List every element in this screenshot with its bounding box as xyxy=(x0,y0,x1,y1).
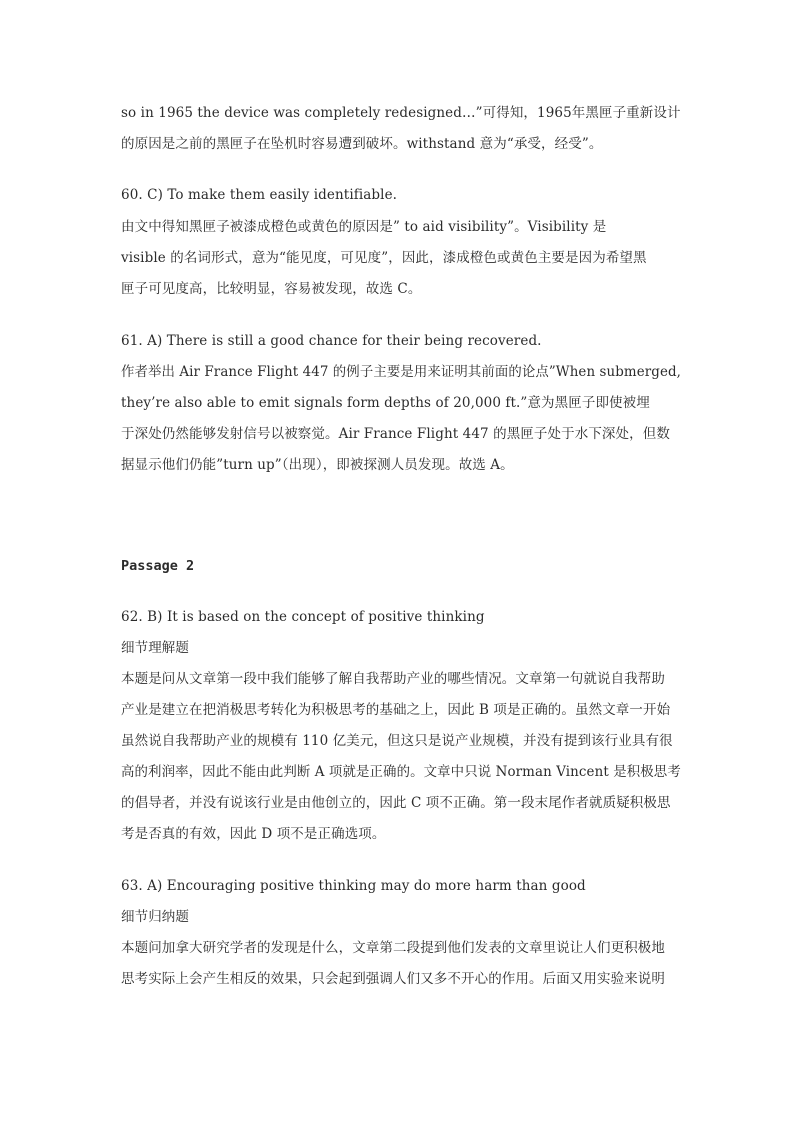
paragraph-line: 产业是建立在把消极思考转化为积极思考的基础之上，因此 B 项是正确的。虽然文章一开始 xyxy=(121,702,671,718)
paragraph-line: 思考实际上会产生相反的效果，只会起到强调人们又多不开心的作用。后面又用实验来说明 xyxy=(121,971,665,987)
question-type-label: 细节归纳题 xyxy=(121,909,189,925)
answer-63: 63. A) Encouraging positive thinking may do more harm than good xyxy=(121,878,586,894)
paragraph-line: 虽然说自我帮助产业的规模有 110 亿美元，但这只是说产业规模，并没有提到该行业具有很 xyxy=(121,733,673,749)
paragraph-line: 由文中得知黑匣子被漆成橙色或黄色的原因是” to aid visibility”。Visibility 是 xyxy=(121,219,607,235)
answer-62: 62. B) It is based on the concept of positive thinking xyxy=(121,609,485,625)
answer-60: 60. C) To make them easily identifiable. xyxy=(121,187,398,203)
paragraph-line: 匣子可见度高，比较明显，容易被发现，故选 C。 xyxy=(121,281,422,297)
paragraph-line: 本题是问从文章第一段中我们能够了解自我帮助产业的哪些情况。文章第一句就说自我帮助 xyxy=(121,671,665,687)
paragraph-line: 本题问加拿大研究学者的发现是什么，文章第二段提到他们发表的文章里说让人们更积极地 xyxy=(121,940,665,956)
question-type-label: 细节理解题 xyxy=(121,640,189,656)
paragraph-line: so in 1965 the device was completely redesigned…”可得知，1965年黑匣子重新设计 xyxy=(121,105,681,121)
paragraph-line: 高的利润率，因此不能由此判断 A 项就是正确的。文章中只说 Norman Vincent 是积极思考 xyxy=(121,764,681,780)
paragraph-line: 的倡导者，并没有说该行业是由他创立的，因此 C 项不正确。第一段末尾作者就质疑积极思 xyxy=(121,795,671,811)
paragraph-line: 作者举出 Air France Flight 447 的例子主要是用来证明其前面的论点”When submerged, xyxy=(121,364,682,380)
passage-heading: Passage 2 xyxy=(121,558,195,574)
paragraph-line: 据显示他们仍能”turn up”（出现），即被探测人员发现。故选 A。 xyxy=(121,457,514,473)
paragraph-line: 考是否真的有效，因此 D 项不是正确选项。 xyxy=(121,826,386,842)
paragraph-line: visible 的名词形式，意为“能见度，可见度”，因此，漆成橙色或黄色主要是因为希望黑 xyxy=(121,250,647,266)
paragraph-line: 的原因是之前的黑匣子在坠机时容易遭到破坏。withstand 意为“承受，经受”。 xyxy=(121,136,603,152)
paragraph-line: 于深处仍然能够发射信号以被察觉。Air France Flight 447 的黑匣子处于水下深处，但数 xyxy=(121,426,670,442)
paragraph-line: they’re also able to emit signals form depths of 20,000 ft.”意为黑匣子即使被埋 xyxy=(121,395,650,411)
answer-61: 61. A) There is still a good chance for their being recovered. xyxy=(121,333,542,349)
